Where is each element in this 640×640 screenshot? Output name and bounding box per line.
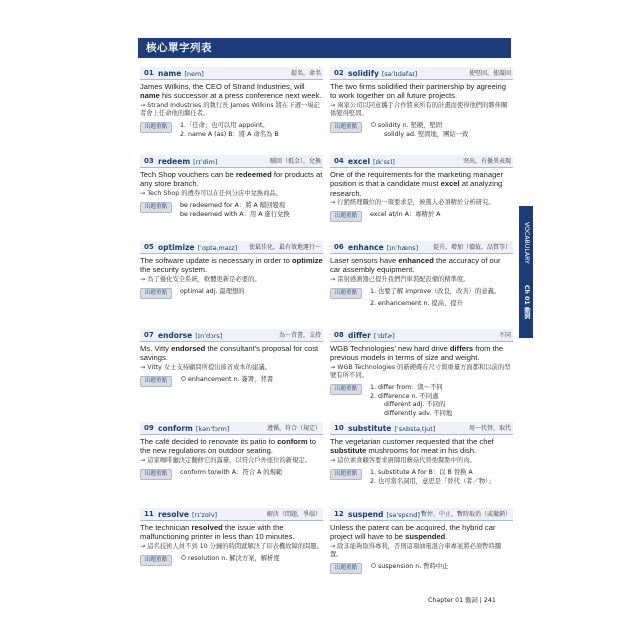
note-line: 1. substitute A for B：以 B 替換 A [370, 469, 473, 477]
entry-head [140, 422, 323, 435]
exam-notes [330, 211, 513, 220]
entry-word-text: differ [348, 331, 371, 340]
example-sentence [330, 523, 513, 542]
entry-number: 03 [144, 157, 154, 165]
sentence-part: The two firms solidified their partnership by agreeing to work together on all future projects. [330, 82, 507, 101]
vocab-entry-differ [330, 329, 513, 419]
note-line: be redeemed with A：用 A 進行兌換 [180, 210, 290, 218]
exam-point-tag: 出題重點 [140, 122, 172, 133]
exam-point-tag: 出題重點 [140, 469, 172, 480]
entry-word-text: redeem [158, 157, 191, 166]
translation: → 這位素食顧客要求廚師用蘑菇代替他餐點中的肉。 [330, 456, 476, 464]
sentence-part: Tech Shop vouchers can be [140, 170, 236, 179]
entry-number: 01 [144, 69, 154, 77]
note-line [370, 563, 513, 572]
entry-number: 05 [144, 243, 154, 251]
entry-word [348, 508, 420, 522]
entry-head [140, 241, 323, 254]
exam-notes [140, 469, 323, 478]
entry-meaning: 用～代替，取代 [468, 425, 511, 432]
sentence-keyword: substitute [330, 446, 367, 456]
sentence-part: the security system. [140, 265, 208, 275]
page-footer: Chapter 01 動詞 | 241 [428, 597, 496, 604]
exam-point-tag: 出題重點 [330, 563, 362, 574]
sentence-part: The technician [140, 523, 192, 532]
sentence-part: the accuracy of our car assembly equipment. [330, 256, 501, 275]
bullet-circle-icon [181, 376, 186, 381]
note-text: solidity n. 堅硬，堅固 [378, 122, 443, 130]
note-line [180, 555, 323, 564]
exam-notes [330, 469, 513, 486]
exam-notes [330, 288, 513, 308]
entry-head [140, 155, 323, 168]
note-line: conform to/with A：符合 A 的規範 [180, 469, 283, 477]
entry-ipa: [səˈlɪdəfaɪ] [381, 70, 418, 78]
entry-number: 04 [334, 157, 344, 165]
exam-point-tag: 出題重點 [330, 384, 362, 395]
side-tab-label: VOCABULARY [523, 222, 530, 264]
example-sentence [330, 82, 513, 101]
note-line: excel at/in A：專精於 A [370, 211, 441, 219]
note-line: be redeemed for A：將 A 贖回變現 [180, 202, 286, 210]
translation: → 為了優化安全系統，軟體更新是必要的。 [140, 275, 261, 283]
entry-ipa: [rɪˈdim] [193, 158, 218, 166]
note-line: 2. 也可當名詞用，意思是「替代（者／物）」 [370, 477, 495, 485]
exam-notes [140, 555, 323, 564]
entry-word-text: solidify [348, 69, 379, 78]
sentence-part: One of the requirements for the marketing manager position is that a candidate must [330, 170, 504, 189]
translation: → 兩家公司以同意攜手合作將來所有的計畫而使得他們的夥伴關係變得堅固。 [330, 101, 508, 118]
example-sentence [330, 170, 513, 198]
entry-meaning: 解決（問題，爭端） [266, 511, 321, 518]
entry-word-text: name [158, 69, 182, 78]
entry-number: 07 [144, 331, 154, 339]
exam-notes [330, 384, 513, 418]
sentence-keyword: endorsed [171, 344, 206, 353]
entry-head [330, 422, 513, 435]
entry-ipa: [rɪˈzɑlv] [191, 511, 218, 519]
entry-ipa: [ɪkˈsɛl] [373, 158, 395, 166]
entry-number: 02 [334, 69, 344, 77]
entry-word [348, 329, 395, 343]
entry-word-text: enhance [348, 243, 384, 252]
entry-head [140, 329, 323, 342]
entry-number: 12 [334, 510, 344, 518]
sentence-part: the issue with the malfunctioning printer in less than 10 minutes. [140, 523, 295, 542]
translation: → Tech Shop 的禮券可以在任何分店中兌換商品。 [140, 189, 282, 197]
sentence-keyword: conform [277, 437, 308, 446]
exam-notes [140, 122, 323, 139]
exam-notes [140, 288, 323, 297]
sentence-part: the consultant's proposal for cost savings. [140, 344, 319, 363]
entry-meaning: 使堅固，使凝固 [468, 70, 511, 77]
vocab-entry-solidify [330, 67, 513, 139]
entry-ipa: [ˈɑptəˌmaɪz] [197, 244, 238, 252]
sentence-keyword: suspended [405, 532, 446, 542]
bullet-circle-icon [371, 122, 376, 127]
entry-meaning: 贖回（抵金），兌換 [269, 158, 321, 165]
exam-point-tag: 出題重點 [330, 122, 362, 133]
entry-head [330, 67, 513, 80]
entry-ipa: [nem] [184, 70, 204, 78]
sentence-part: from the previous models in terms of size and weight. [330, 344, 504, 363]
entry-ipa: [səˈspɛnd] [386, 511, 420, 519]
section-header [138, 38, 511, 58]
entry-meaning: 提名，命名 [290, 70, 321, 77]
section-title: 核心單字列表 [146, 42, 212, 54]
entry-ipa: [ˈsʌbstəˌtjut] [394, 425, 436, 433]
entry-ipa: [ɪnˈdɔrs] [195, 332, 223, 340]
translation: → Vitty 女士支持顧問所提出節省成本的建議。 [140, 363, 271, 371]
bullet-circle-icon [181, 555, 186, 560]
sentence-part: Ms. Vitty [140, 344, 172, 353]
vocab-entry-substitute [330, 422, 513, 486]
note-line: 2. name A (as) B：將 A 命名為 B [180, 130, 279, 138]
note-text: enhancement n. 簽署，背書 [188, 376, 273, 384]
entry-word [348, 422, 435, 436]
entry-head [140, 508, 323, 521]
translation: → Strand Industries 的執行長 James Wilkins 將在下週一場記者會上任命他的繼任者。 [140, 101, 320, 118]
entry-word [158, 422, 229, 436]
sentence-keyword: redeemed [235, 170, 272, 179]
exam-point-tag: 出題重點 [330, 288, 362, 299]
entry-meaning: 遵循，符合（規定） [266, 425, 321, 432]
note-line: different adj. 不同的 [384, 401, 446, 409]
entry-meaning: 為～背書，支持 [278, 332, 321, 339]
entry-ipa: [ɪnˈhæns] [386, 244, 419, 252]
entry-meaning: 使最佳化，最有效地運行～ [248, 244, 321, 251]
translation: → WGB Technologies 的新硬碟在尺寸與重量方面都和以前的型號有所不同。 [330, 363, 511, 380]
sentence-part: . [445, 532, 448, 542]
entry-word-text: suspend [348, 510, 384, 519]
sentence-part: at analyzing research. [330, 179, 503, 198]
note-line: 2. difference n. 不同處 [370, 392, 439, 400]
sentence-keyword: optimize [291, 256, 323, 265]
entry-word [158, 241, 237, 255]
bullet-circle-icon [371, 563, 376, 568]
translation: → 行銷經理職位的一項要求是，候選人必須精於分析研究。 [330, 199, 495, 207]
entry-number: 11 [144, 510, 154, 518]
sentence-part: to the new regulations on outdoor seating. [140, 437, 317, 456]
side-tab-chapter: Ch 01 動詞 [523, 284, 530, 320]
note-text: resolution n. 解決方案，解析度 [188, 555, 280, 563]
entry-head [330, 329, 513, 342]
entry-word-text: optimize [158, 243, 195, 252]
vocab-entry-conform [140, 422, 323, 478]
note-line: 1.「任命」也可以用 appoint。 [180, 122, 269, 130]
entry-word [158, 508, 217, 522]
vocab-entry-resolve [140, 508, 323, 564]
entry-word-text: substitute [348, 424, 392, 433]
entry-word-text: resolve [158, 510, 189, 519]
entry-word [158, 329, 222, 343]
exam-point-tag: 出題重點 [140, 288, 172, 299]
sentence-part: for products at any store branch. [140, 170, 323, 189]
sentence-part: his successor at a press conference next week. [159, 91, 322, 101]
sentence-part: Unless the patent can be acquired, the hybrid car project will have to be [330, 523, 496, 542]
entry-word [348, 67, 417, 81]
exam-notes [330, 122, 513, 139]
sentence-keyword: differs [449, 344, 474, 353]
vocab-entry-name [140, 67, 323, 139]
entry-head [330, 241, 513, 254]
entry-number: 10 [334, 424, 344, 432]
example-sentence [330, 344, 513, 363]
translation: → 這家咖啡廳決定翻修它的露臺，以符合戶外座位的新規定。 [140, 456, 311, 464]
note-line: solidly ad. 堅固地，團結一致 [384, 130, 469, 138]
entry-meaning: 突出，有優異表現 [462, 158, 511, 165]
entry-word [348, 155, 395, 169]
entry-word [158, 67, 204, 81]
note-line: 1. differ from：與～不同 [370, 384, 443, 392]
note-line [180, 376, 323, 385]
example-sentence [330, 437, 513, 456]
exam-point-tag: 出題重點 [140, 555, 172, 566]
entry-head [330, 508, 513, 521]
sentence-keyword: resolved [191, 523, 223, 532]
example-sentence [140, 344, 323, 363]
example-sentence [140, 82, 323, 101]
note-line: optimal adj. 最理想的 [180, 288, 245, 296]
exam-point-tag: 出題重點 [330, 469, 362, 480]
sentence-part: Laser sensors have [330, 256, 399, 265]
example-sentence [140, 523, 323, 542]
sentence-keyword: enhanced [398, 256, 434, 265]
entry-word [158, 155, 217, 169]
entry-word-text: excel [348, 157, 371, 166]
note-text: suspension n. 暫時中止 [378, 563, 449, 571]
entry-ipa: [ˈdɪfɚ] [373, 332, 395, 340]
entry-head [330, 155, 513, 168]
example-sentence [140, 170, 323, 189]
translation: → 除非能夠取得專利，否則這項油電混合車專案將必須暫時擱置。 [330, 542, 501, 559]
sentence-part: The café decided to renovate its patio to [140, 437, 278, 446]
exam-notes [140, 376, 323, 385]
entry-head [140, 67, 323, 80]
entry-meaning: 暫停，中止，暫時取消（或撤銷） [420, 511, 511, 518]
entry-word-text: conform [158, 424, 193, 433]
note-line [370, 122, 513, 131]
vocab-entry-endorse [140, 329, 323, 385]
exam-point-tag: 出題重點 [140, 376, 172, 387]
entry-meaning: 不同 [498, 332, 511, 339]
entry-number: 06 [334, 243, 344, 251]
sentence-part: The vegetarian customer requested that the chef [330, 437, 494, 446]
translation: → 雷射感測器已提升我們汽車裝配設備的精準度。 [330, 275, 470, 283]
entry-word [348, 241, 418, 255]
sentence-part: James Wilkins, the CEO of Strand Industries, will [140, 82, 305, 91]
entry-meaning: 提升，增加（價值，品質等） [432, 244, 511, 251]
exam-notes [330, 563, 513, 572]
sentence-keyword: name [140, 91, 160, 101]
vocab-entry-suspend [330, 508, 513, 572]
sentence-part: WGB Technologies' new hard drive [330, 344, 450, 353]
entry-word-text: endorse [158, 331, 193, 340]
entry-ipa: [kənˈfɔrm] [195, 425, 230, 433]
note-line: differently adv. 不同地 [384, 410, 453, 417]
entry-number: 09 [144, 424, 154, 432]
sentence-keyword: excel [440, 179, 460, 189]
vocab-entry-enhance [330, 241, 513, 308]
example-sentence [140, 256, 323, 275]
example-sentence [330, 256, 513, 275]
exam-point-tag: 出題重點 [140, 202, 172, 213]
vocab-entry-redeem [140, 155, 323, 219]
exam-notes [140, 202, 323, 219]
example-sentence [140, 437, 323, 456]
note-line: 2. enhancement n. 提高，提升 [370, 299, 463, 307]
note-line: 1. 也要了解 improve（改良，改善）的意義。 [370, 288, 501, 296]
sentence-part: The software update is necessary in order to [140, 256, 292, 265]
translation: → 這名技術人員不到 10 分鐘的時間就解決了印表機故障的問題。 [140, 542, 324, 550]
vocab-entry-optimize [140, 241, 323, 297]
exam-point-tag: 出題重點 [330, 211, 362, 222]
vocab-entry-excel [330, 155, 513, 220]
entry-number: 08 [334, 331, 344, 339]
sentence-part: mushrooms for meat in his dish. [366, 446, 477, 456]
